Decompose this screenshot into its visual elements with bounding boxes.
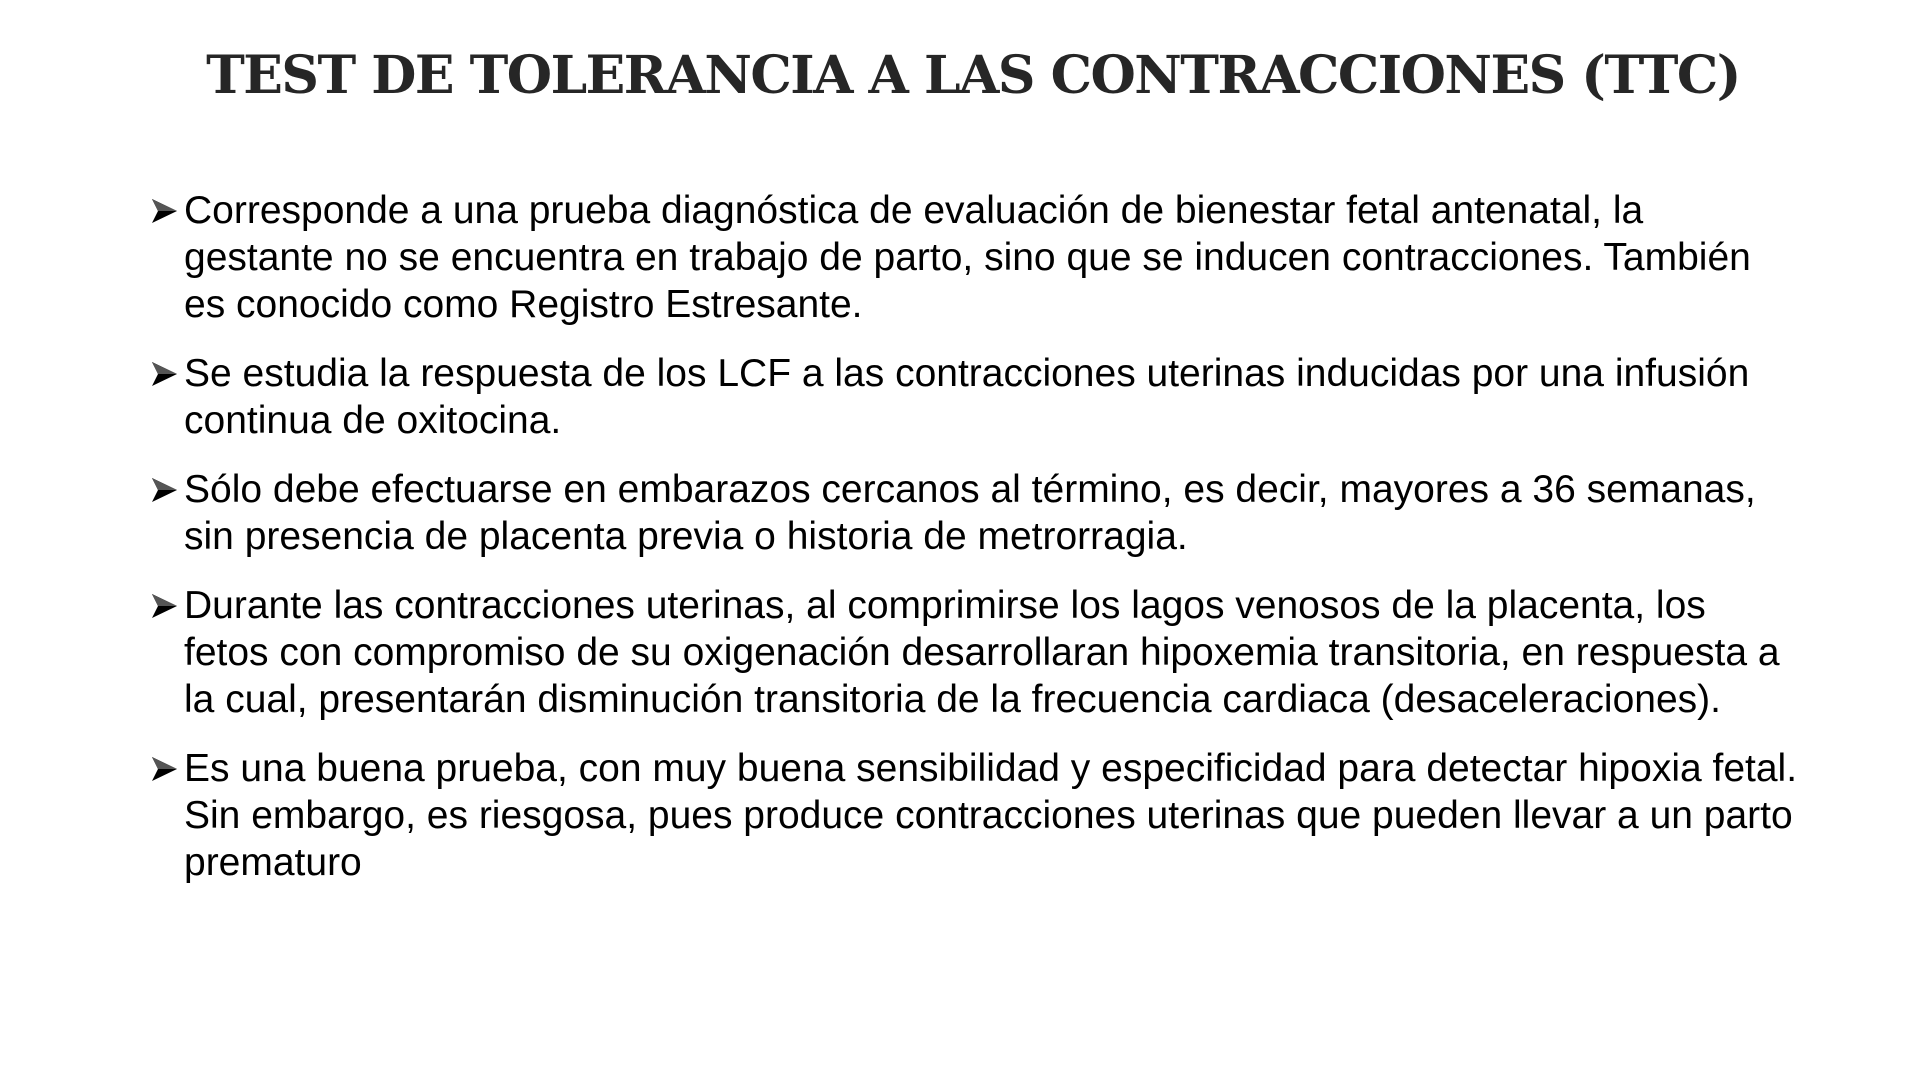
list-item (149, 350, 1799, 444)
bullet-list (149, 187, 1799, 908)
slide-title: TEST DE TOLERANCIA A LAS CONTRACCIONES (TTC) (206, 45, 1740, 106)
list-item (149, 466, 1799, 560)
arrowhead-bullet-icon (149, 466, 181, 513)
bullet-text: Durante las contracciones uterinas, al comprimirse los lagos venosos de la placenta, los fetos con compromiso de su oxigenación desarrollaran hipoxemia transitoria, en respuesta a la cual, presentarán disminución transitoria de la frecuencia cardiaca (desaceleraciones). (184, 584, 1780, 721)
list-item (149, 745, 1799, 886)
arrowhead-bullet-icon (149, 745, 181, 792)
bullet-text: Corresponde a una prueba diagnóstica de evaluación de bienestar fetal antenatal, la gestante no se encuentra en trabajo de parto, sino que se inducen contracciones. También es conocido como Registro Estresante. (184, 189, 1751, 326)
arrowhead-bullet-icon (149, 350, 181, 397)
list-item (149, 582, 1799, 723)
list-item (149, 187, 1799, 328)
bullet-text: Se estudia la respuesta de los LCF a las contracciones uterinas inducidas por una infusión continua de oxitocina. (184, 352, 1750, 442)
bullet-text: Es una buena prueba, con muy buena sensibilidad y especificidad para detectar hipoxia fetal. Sin embargo, es riesgosa, pues produce contracciones uterinas que pueden llevar a un parto prematuro (184, 747, 1798, 884)
bullet-text: Sólo debe efectuarse en embarazos cercanos al término, es decir, mayores a 36 semanas, sin presencia de placenta previa o historia de metrorragia. (184, 468, 1756, 558)
arrowhead-bullet-icon (149, 582, 181, 629)
arrowhead-bullet-icon (149, 187, 181, 234)
